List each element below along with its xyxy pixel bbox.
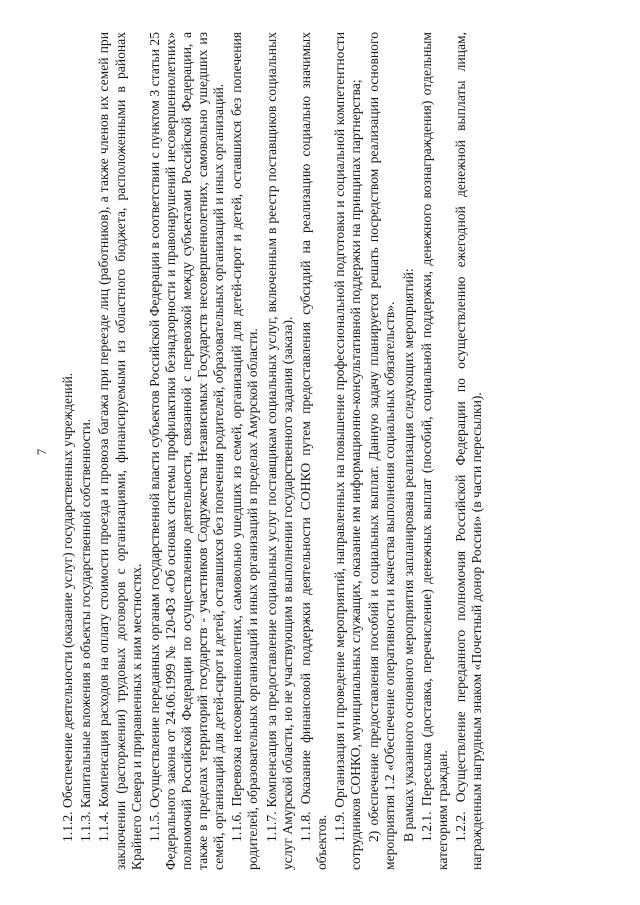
paragraph: 1.1.8. Оказание финансовой поддержки деятельности СОНКО путем предоставления субсидий на реализацию социально значимых объектов. [297, 32, 329, 870]
paragraph: 1.1.5. Осуществление переданных органам государственной власти субъектов Российской Федерации в соответствии с пунктом 3 статьи 25 Федерального закона от 24.06.1999 № 120-ФЗ «Об основах системы профилактики безнадзорности и правонарушений несовершеннолетних» полномочий Российской Федерации по осуществлению деятельности, связанной с перевозкой между субъектами Российской Федерации, а также в пределах территорий государств - участников Содружества Независимых Государств несовершеннолетних, самовольно ушедших из семей, организаций для детей-сирот и детей, оставшихся без попечения родителей, образовательных организаций и иных организаций. [146, 32, 226, 870]
document-body [60, 32, 487, 870]
paragraph: 1.1.3. Капитальные вложения в объекты государственной собственности. [78, 418, 94, 842]
paragraph: 1.1.7. Компенсация за предоставление социальных услуг поставщикам социальных услуг, включенным в реестр поставщиков социальных услуг Амурской области, но не участвующим в выполнении государственного задания (заказа). [263, 32, 295, 870]
page-number: 7 [34, 448, 49, 456]
paragraph: 1.1.2. Обеспечение деятельности (оказание услуг) государственных учреждений. [60, 372, 75, 842]
paragraph: В рамках указанного основного мероприятия запланирована реализация следующих мероприятий: [400, 268, 416, 842]
paragraph: 1.2.1. Пересылка (доставка, перечисление) денежных выплат (пособий, социальной поддержки, денежного вознаграждения) отдельным категориям граждан. [418, 32, 450, 870]
paragraph: 1.1.6. Перевозка несовершеннолетних, самовольно ушедших из семей, организаций для детей-сирот и детей, оставшихся без попечения родителей, образовательных организаций и иных организаций в пределах Амурской области. [229, 32, 261, 870]
paragraph: 1.1.4. Компенсация расходов на оплату стоимости проезда и провоза багажа при переезде лиц (работников), а также членов их семей при заключении (расторжении) трудовых договоров с организациями, финансируемыми из областного бюджета, расположенными в районах Крайнего Севера и приравненных к ним местностях. [96, 32, 144, 870]
paragraph: 1.1.9. Организация и проведение мероприятий, направленных на повышение профессиональной подготовки и социальной компетентности сотрудников СОНКО, муниципальных служащих, оказание им информационно-консультативной поддержки на принципах партнерства; [332, 32, 364, 870]
paragraph: 2) обеспечение предоставления пособий и социальных выплат. Данную задачу планируется решать посредством реализации основного мероприятия 1.2 «Обеспечение оперативности и качества выполнения социальных обязательств». [366, 32, 398, 870]
rotated-document [34, 12, 600, 892]
paragraph: 1.2.2. Осуществление переданного полномочия Российской Федерации по осуществлению ежегодной денежной выплаты лицам, награжденным нагрудным знаком «Почетный донор России» (в части пересылки). [453, 32, 485, 870]
